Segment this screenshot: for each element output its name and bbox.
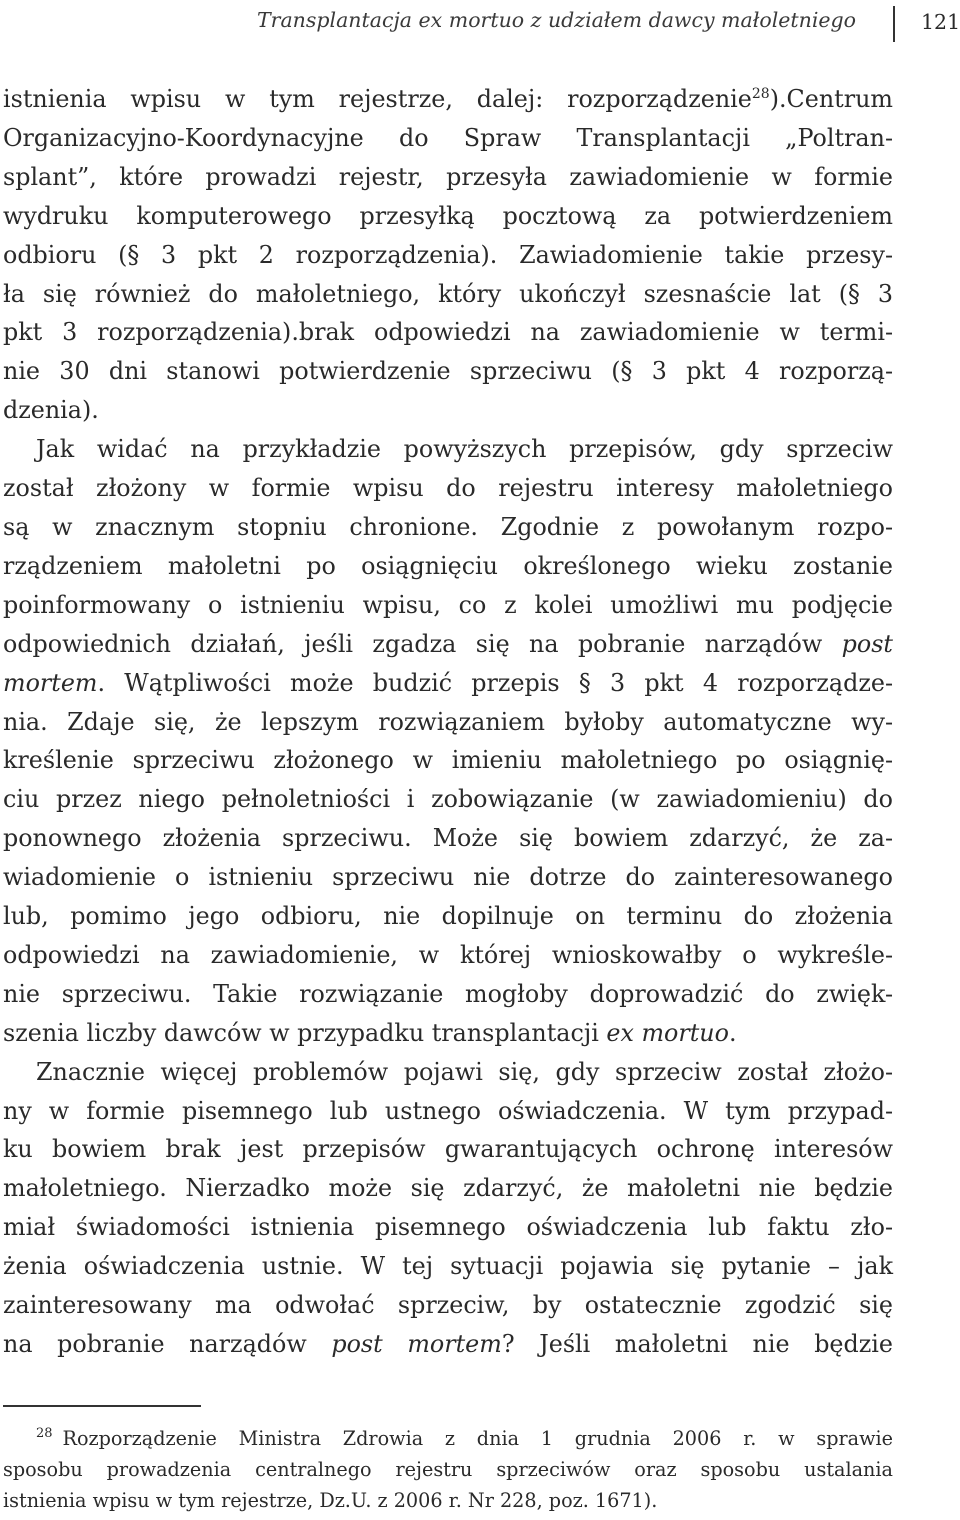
running-header [0, 6, 960, 40]
footnote-line: sposobu prowadzenia centralnego rejestru sprzeciwów oraz sposobu ustalania [3, 1458, 893, 1481]
text-line: żenia oświadczenia ustnie. W tej sytuacji pojawia się pytanie – jak [3, 1252, 893, 1281]
text-line: ciu przez niego pełnoletniości i zobowiązanie (w zawiadomieniu) do [3, 785, 893, 814]
text-line: mortem. Wątpliwości może budzić przepis § 3 pkt 4 rozporządze- [3, 668, 893, 697]
footnote-separator [3, 1405, 201, 1407]
text-line: są w znacznym stopniu chronione. Zgodnie z powołanym rozpo- [3, 512, 893, 541]
paragraph [3, 1053, 893, 1364]
text-line: na pobranie narządów post mortem? Jeśli małoletni nie będzie [3, 1330, 893, 1358]
running-title: Transplantacja ex mortuo z udziałem dawcy małoletniego [256, 8, 856, 32]
text-line: splant”, które prowadzi rejestr, przesyła zawiadomienie w formie [3, 162, 893, 191]
text-line: kreślenie sprzeciwu złożonego w imieniu małoletniego po osiągnię- [3, 746, 893, 775]
text-line: odpowiednich działań, jeśli zgadza się na pobranie narządów post [3, 629, 893, 658]
text-line: odpowiedzi na zawiadomienie, w której wnioskowałby o wykreśle- [3, 940, 893, 969]
text-line: wiadomienie o istnieniu sprzeciwu nie dotrze do zainteresowanego [3, 863, 893, 892]
paragraph [3, 430, 893, 1053]
text-line: został złożony w formie wpisu do rejestru interesy małoletniego [3, 474, 893, 503]
text-line: ponownego złożenia sprzeciwu. Może się bowiem zdarzyć, że za- [3, 824, 893, 853]
text-line: Organizacyjno-Koordynacyjne do Spraw Transplantacji „Poltran- [3, 123, 893, 152]
text-line: pkt 3 rozporządzenia).brak odpowiedzi na zawiadomienie w termi- [3, 318, 893, 347]
text-line: wydruku komputerowego przesyłką pocztową za potwierdzeniem [3, 201, 893, 230]
text-line: małoletniego. Nierzadko może się zdarzyć, że małoletni nie będzie [3, 1174, 893, 1203]
text-line: nie sprzeciwu. Takie rozwiązanie mogłoby doprowadzić do zwięk- [3, 979, 893, 1008]
main-text [3, 80, 893, 1364]
text-line: szenia liczby dawców w przypadku transplantacji ex mortuo. [3, 1018, 737, 1047]
text-line: poinformowany o istnieniu wpisu, co z kolei umożliwi mu podjęcie [3, 590, 893, 619]
text-line: Znacznie więcej problemów pojawi się, gdy sprzeciw został złożo- [36, 1057, 893, 1086]
text-line: lub, pomimo jego odbioru, nie dopilnuje on terminu do złożenia [3, 902, 893, 931]
footnote-line: istnienia wpisu w tym rejestrze, Dz.U. z 2006 r. Nr 228, poz. 1671). [3, 1489, 658, 1512]
text-line: zainteresowany ma odwołać sprzeciw, by ostatecznie zgodzić się [3, 1291, 893, 1320]
text-line: istnienia wpisu w tym rejestrze, dalej: rozporządzenie$^{28}$).Centrum [3, 85, 893, 113]
text-line: ła się również do małoletniego, który ukończył szesnaście lat (§ 3 [3, 279, 893, 308]
text-line: miał świadomości istnienia pisemnego oświadczenia lub faktu zło- [3, 1213, 893, 1242]
text-line: dzenia). [3, 396, 99, 425]
text-line: rządzeniem małoletni po osiągnięciu określonego wieku zostanie [3, 551, 893, 580]
footnote-reference: 28 [751, 86, 770, 102]
text-line: nia. Zdaje się, że lepszym rozwiązaniem byłoby automatyczne wy- [3, 707, 893, 736]
header-divider [893, 6, 895, 42]
text-line: ny w formie pisemnego lub ustnego oświadczenia. W tym przypad- [3, 1096, 893, 1125]
paragraph [3, 80, 893, 430]
text-line: Jak widać na przykładzie powyższych przepisów, gdy sprzeciw [36, 435, 893, 464]
footnote [3, 1423, 893, 1516]
footnote-marker: 28 [36, 1426, 53, 1441]
text-line: nie 30 dni stanowi potwierdzenie sprzeciwu (§ 3 pkt 4 rozporzą- [3, 357, 893, 386]
footnote-line: $^{28}$ Rozporządzenie Ministra Zdrowia z dnia 1 grudnia 2006 r. w sprawie [36, 1426, 893, 1450]
page-number: 121 [921, 10, 960, 34]
text-line: odbioru (§ 3 pkt 2 rozporządzenia). Zawiadomienie takie przesy- [3, 240, 893, 269]
text-line: ku bowiem brak jest przepisów gwarantujących ochronę interesów [3, 1135, 893, 1164]
